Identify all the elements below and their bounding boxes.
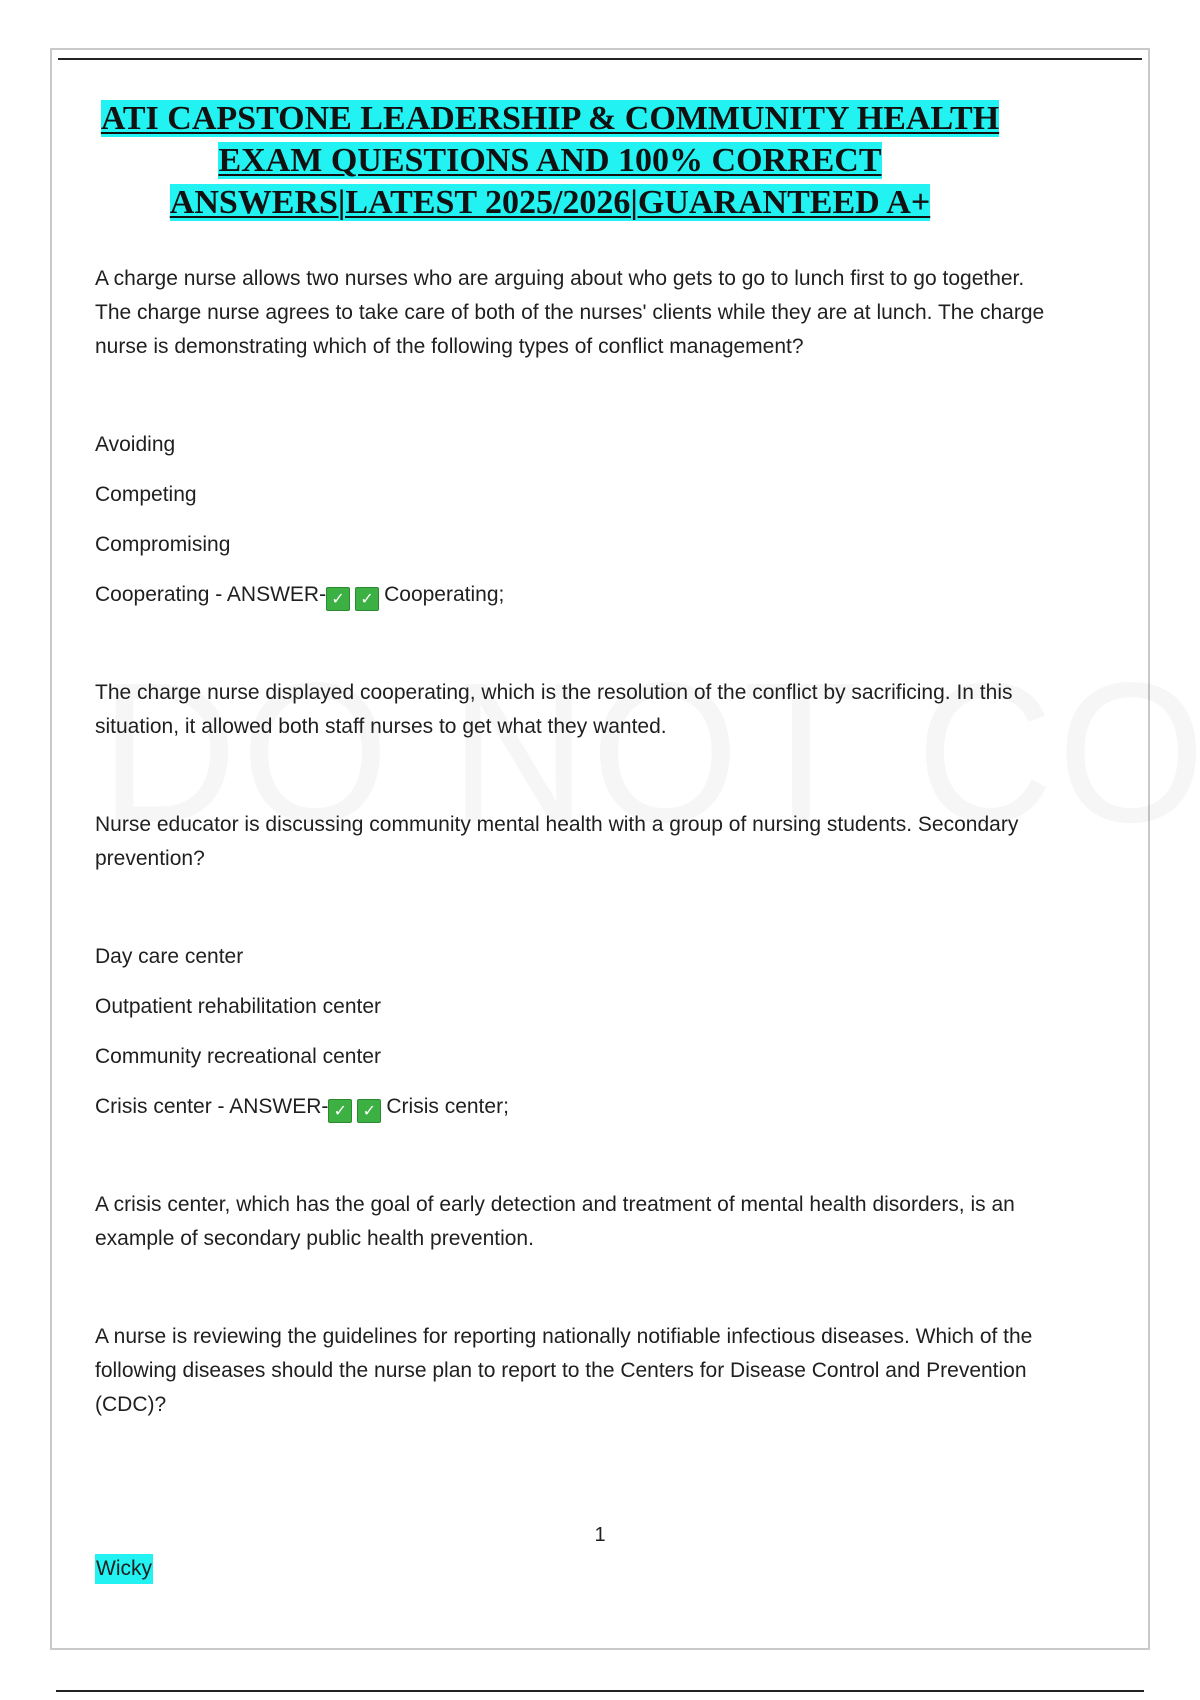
check-box-icon: ✓	[357, 1099, 381, 1123]
document-title-text: ATI CAPSTONE LEADERSHIP & COMMUNITY HEALTH EXAM QUESTIONS AND 100% CORRECT ANSWERS|LATEST 2025/2026|GUARANTEED A+	[100, 100, 1000, 221]
answer-line	[95, 1090, 1055, 1124]
answer-explanation: A crisis center, which has the goal of early detection and treatment of mental health disorders, is an example of secondary public health prevention.	[95, 1193, 1015, 1250]
document-body	[95, 262, 1055, 1422]
correct-answer: Crisis center;	[386, 1095, 509, 1118]
answer-option: Crisis center	[95, 1095, 212, 1118]
author-label: Wicky	[95, 1554, 153, 1584]
document-title	[100, 98, 1000, 224]
next-page-rule	[56, 1690, 1144, 1692]
correct-answer: Cooperating;	[384, 583, 505, 606]
question-text: Nurse educator is discussing community mental health with a group of nursing students. Secondary prevention?	[95, 813, 1019, 870]
answer-option: Compromising	[95, 533, 231, 556]
answer-option: Day care center	[95, 945, 244, 968]
header-rule	[58, 58, 1142, 60]
page-number: 1	[594, 1524, 606, 1546]
check-box-icon: ✓	[326, 587, 350, 611]
check-box-icon: ✓	[328, 1099, 352, 1123]
check-box-icon: ✓	[355, 587, 379, 611]
answer-marker: - ANSWER-	[209, 583, 327, 606]
answer-option: Cooperating	[95, 583, 210, 606]
answer-option: Community recreational center	[95, 1045, 381, 1068]
answer-option: Outpatient rehabilitation center	[95, 995, 382, 1018]
answer-option: Avoiding	[95, 433, 176, 456]
answer-line	[95, 578, 1055, 612]
answer-option: Competing	[95, 483, 197, 506]
answer-marker: - ANSWER-	[211, 1095, 329, 1118]
answer-explanation: The charge nurse displayed cooperating, which is the resolution of the conflict by sacrificing. In this situation, it allowed both staff nurses to get what they wanted.	[95, 681, 1013, 738]
question-text: A charge nurse allows two nurses who are arguing about who gets to go to lunch first to go together. The charge nurse agrees to take care of both of the nurses' clients while they are at lunch. The charge nurse is demonstrating which of the following types of conflict management?	[95, 267, 1045, 358]
question-text: A nurse is reviewing the guidelines for reporting nationally notifiable infectious diseases. Which of the following diseases should the nurse plan to report to the Centers for Disease Control and Prevention (CDC)?	[95, 1325, 1033, 1416]
